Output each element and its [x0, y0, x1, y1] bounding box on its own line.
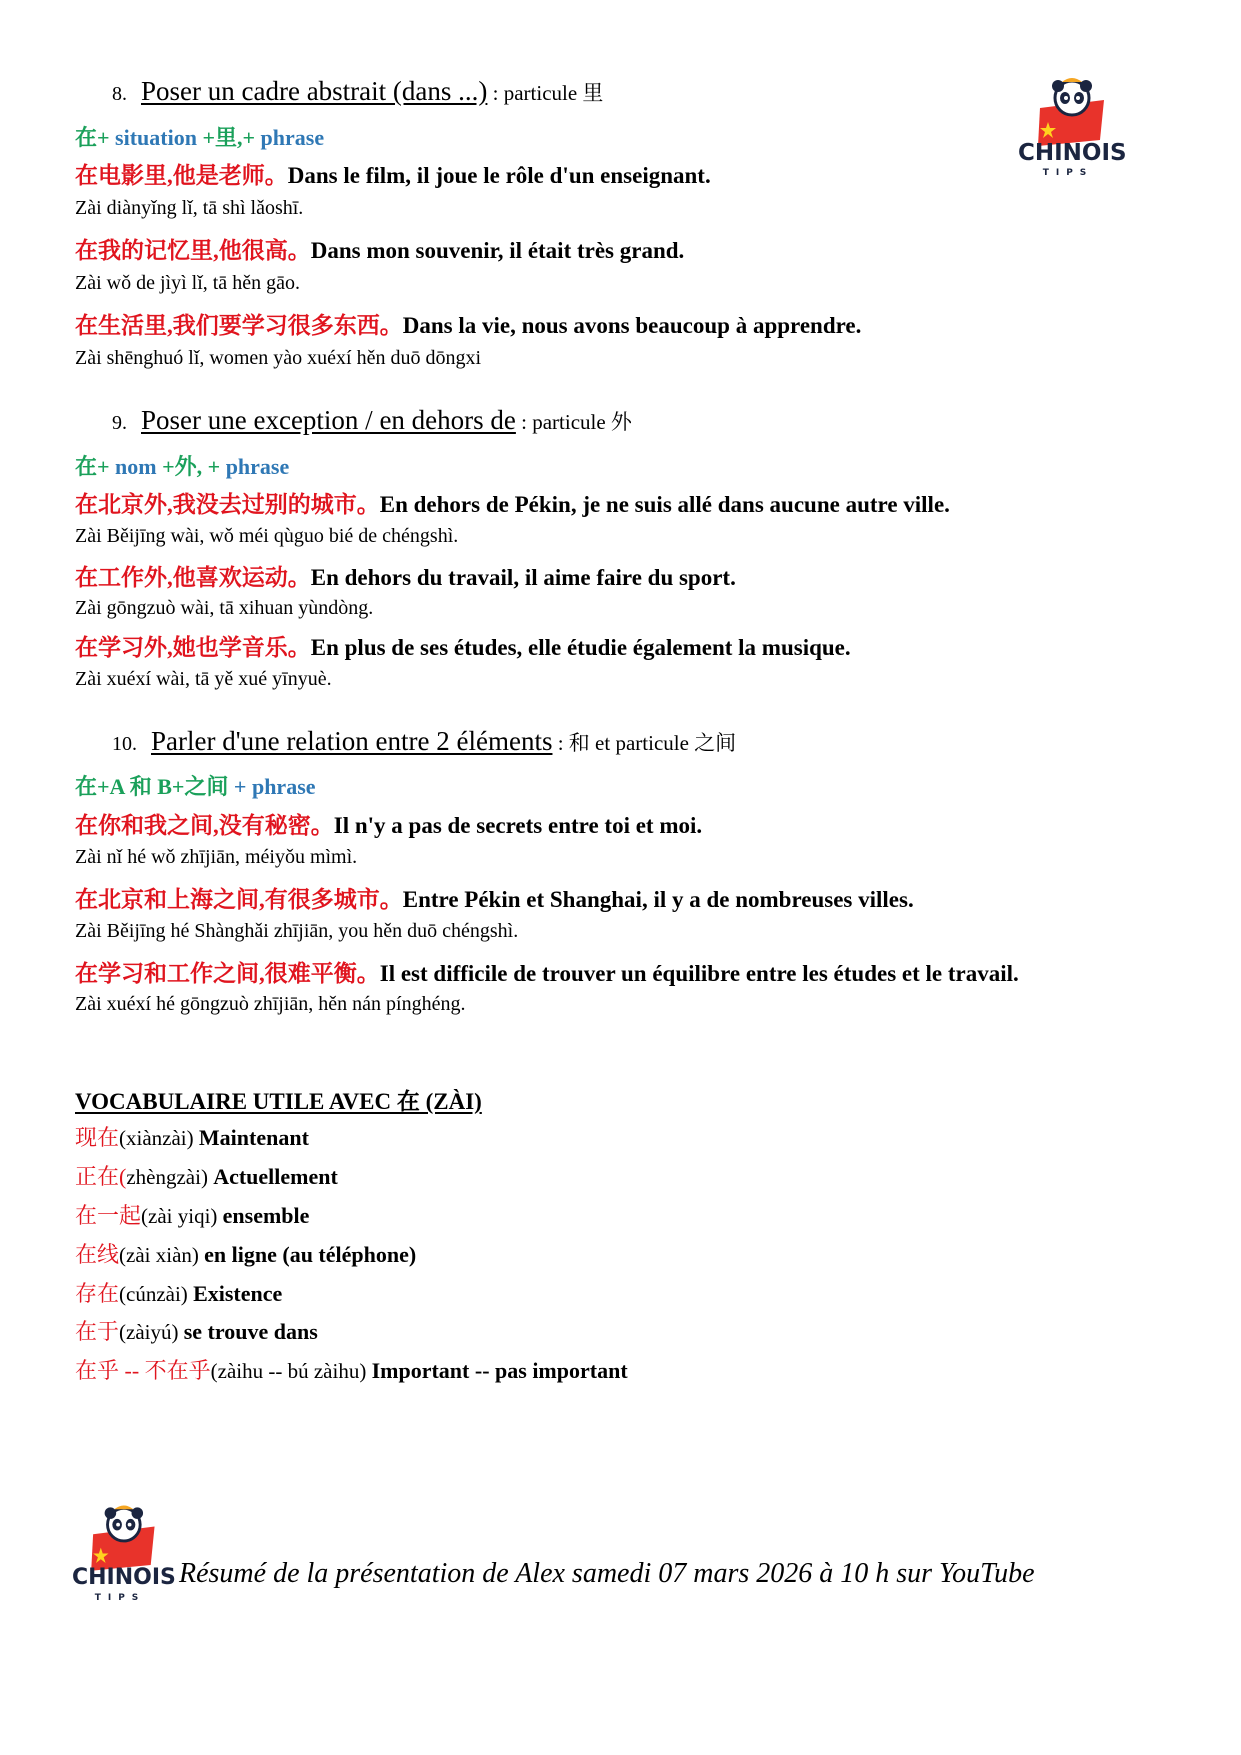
- example-pinyin: Zài Běijīng hé Shànghǎi zhījiān, you hěn duō chéngshì.: [75, 920, 519, 942]
- example-pinyin: Zài diànyǐng lǐ, tā shì lǎoshī.: [75, 197, 304, 219]
- pattern-part: nom: [115, 454, 163, 479]
- vocab-french: Actuellement: [213, 1164, 338, 1189]
- vocab-item: [75, 1199, 309, 1230]
- vocab-french: Important -- pas important: [371, 1358, 628, 1383]
- example-pinyin: Zài xuéxí hé gōngzuò zhījiān, hěn nán pínghéng.: [75, 993, 466, 1015]
- example-chinese: 在电影里,他是老师。: [75, 163, 288, 188]
- vocab-pinyin: (cúnzài): [119, 1282, 194, 1306]
- example-chinese: 在学习外,她也学音乐。: [75, 635, 311, 660]
- example-pinyin: Zài gōngzuò wài, tā xihuan yùndòng.: [75, 597, 374, 619]
- section-subtitle: : particule 里: [487, 81, 604, 105]
- vocab-chinese: 存在: [75, 1281, 120, 1306]
- vocab-french: Existence: [193, 1281, 283, 1306]
- pattern-part: +外, +: [162, 454, 226, 479]
- vocab-chinese: 正在(: [75, 1164, 127, 1189]
- section-10-pattern: [75, 770, 316, 801]
- example-chinese: 在我的记忆里,他很高。: [75, 238, 311, 263]
- example-sentence: [75, 559, 736, 592]
- pattern-part: 在+: [75, 125, 116, 150]
- section-8-title: [112, 76, 603, 107]
- vocab-french: se trouve dans: [183, 1319, 318, 1344]
- pattern-part: 在+A 和 B+之间: [75, 774, 234, 799]
- section-heading: Poser une exception / en dehors de: [141, 405, 516, 435]
- pattern-part: + phrase: [233, 774, 316, 799]
- logo-sub: TIPS: [94, 1593, 146, 1603]
- example-sentence: [75, 486, 950, 519]
- logo-name: CHINOIS: [72, 1565, 176, 1590]
- example-french: Dans la vie, nous avons beaucoup à apprendre.: [402, 313, 862, 338]
- example-french: Dans le film, il joue le rôle d'un enseignant.: [287, 163, 711, 188]
- section-subtitle: : 和 et particule 之间: [552, 731, 737, 755]
- example-sentence: [75, 807, 702, 840]
- vocab-item: [75, 1354, 628, 1385]
- vocab-french: Maintenant: [198, 1125, 309, 1150]
- vocab-item: [75, 1121, 309, 1152]
- chinois-tips-logo-top: [1018, 78, 1127, 178]
- example-pinyin: Zài nǐ hé wǒ zhījiān, méiyǒu mìmì.: [75, 846, 358, 868]
- section-9-pattern: [75, 450, 289, 481]
- vocab-item: [75, 1238, 416, 1269]
- example-pinyin: Zài shēnghuó lǐ, women yào xuéxí hěn duō dōngxi: [75, 347, 482, 369]
- example-chinese: 在你和我之间,没有秘密。: [75, 813, 334, 838]
- example-pinyin: Zài Běijīng wài, wǒ méi qùguo bié de chéngshì.: [75, 525, 459, 547]
- section-heading: Poser un cadre abstrait (dans ...): [141, 76, 488, 106]
- section-heading: Parler d'une relation entre 2 éléments: [151, 726, 553, 756]
- vocab-chinese: 在于: [75, 1319, 120, 1344]
- vocab-chinese: 在乎 -- 不在乎: [75, 1358, 211, 1383]
- example-french: Entre Pékin et Shanghai, il y a de nombreuses villes.: [402, 887, 914, 912]
- example-french: En plus de ses études, elle étudie également la musique.: [310, 635, 851, 660]
- example-french: Il est difficile de trouver un équilibre entre les études et le travail.: [379, 961, 1019, 986]
- example-sentence: [75, 232, 684, 265]
- pattern-part: phrase: [225, 454, 290, 479]
- pattern-part: 在+: [75, 454, 116, 479]
- example-sentence: [75, 955, 1019, 988]
- example-sentence: [75, 629, 851, 662]
- example-chinese: 在学习和工作之间,很难平衡。: [75, 961, 380, 986]
- vocab-french: en ligne (au téléphone): [204, 1242, 417, 1267]
- example-french: En dehors de Pékin, je ne suis allé dans aucune autre ville.: [379, 492, 950, 517]
- vocab-pinyin: (xiànzài): [119, 1126, 199, 1150]
- pattern-part: situation: [115, 125, 203, 150]
- vocab-item: [75, 1160, 338, 1191]
- vocab-chinese: 在一起: [75, 1203, 142, 1228]
- logo-name: CHINOIS: [1018, 140, 1127, 166]
- example-chinese: 在生活里,我们要学习很多东西。: [75, 313, 403, 338]
- vocab-pinyin: (zài xiàn): [119, 1243, 205, 1267]
- section-number: 9.: [112, 412, 127, 434]
- section-10-title: [112, 726, 736, 757]
- example-chinese: 在北京和上海之间,有很多城市。: [75, 887, 403, 912]
- section-number: 8.: [112, 83, 127, 105]
- example-french: Dans mon souvenir, il était très grand.: [310, 238, 685, 263]
- example-pinyin: Zài xuéxí wài, tā yě xué yīnyuè.: [75, 668, 332, 690]
- section-number: 10.: [112, 733, 137, 755]
- vocab-title: VOCABULAIRE UTILE AVEC 在 (ZÀI): [75, 1089, 482, 1114]
- vocab-item: [75, 1277, 282, 1308]
- logo-sub: TIPS: [1042, 168, 1094, 178]
- pattern-part: +里,+: [202, 125, 261, 150]
- example-chinese: 在工作外,他喜欢运动。: [75, 565, 311, 590]
- vocab-pinyin: (zài yiqi): [141, 1204, 223, 1228]
- example-pinyin: Zài wǒ de jìyì lǐ, tā hěn gāo.: [75, 272, 300, 294]
- vocab-chinese: 在线: [75, 1242, 120, 1267]
- vocab-chinese: 现在: [75, 1125, 120, 1150]
- section-9-title: [112, 405, 632, 436]
- example-sentence: [75, 307, 861, 340]
- example-sentence: [75, 881, 914, 914]
- vocab-french: ensemble: [222, 1203, 310, 1228]
- example-chinese: 在北京外,我没去过别的城市。: [75, 492, 380, 517]
- example-french: En dehors du travail, il aime faire du sport.: [310, 565, 736, 590]
- vocab-item: [75, 1315, 318, 1346]
- footer-note: Résumé de la présentation de Alex samedi 07 mars 2026 à 10 h sur YouTube: [179, 1558, 1035, 1589]
- pattern-part: phrase: [260, 125, 325, 150]
- vocab-pinyin: zhèngzài): [126, 1165, 214, 1189]
- vocab-pinyin: (zàihu -- bú zàihu): [210, 1359, 372, 1383]
- example-french: Il n'y a pas de secrets entre toi et moi.: [333, 813, 703, 838]
- vocab-pinyin: (zàiyú): [119, 1320, 184, 1344]
- section-8-pattern: [75, 121, 324, 152]
- section-subtitle: : particule 外: [515, 410, 632, 434]
- chinois-tips-logo-footer: [72, 1505, 176, 1605]
- example-sentence: [75, 157, 711, 190]
